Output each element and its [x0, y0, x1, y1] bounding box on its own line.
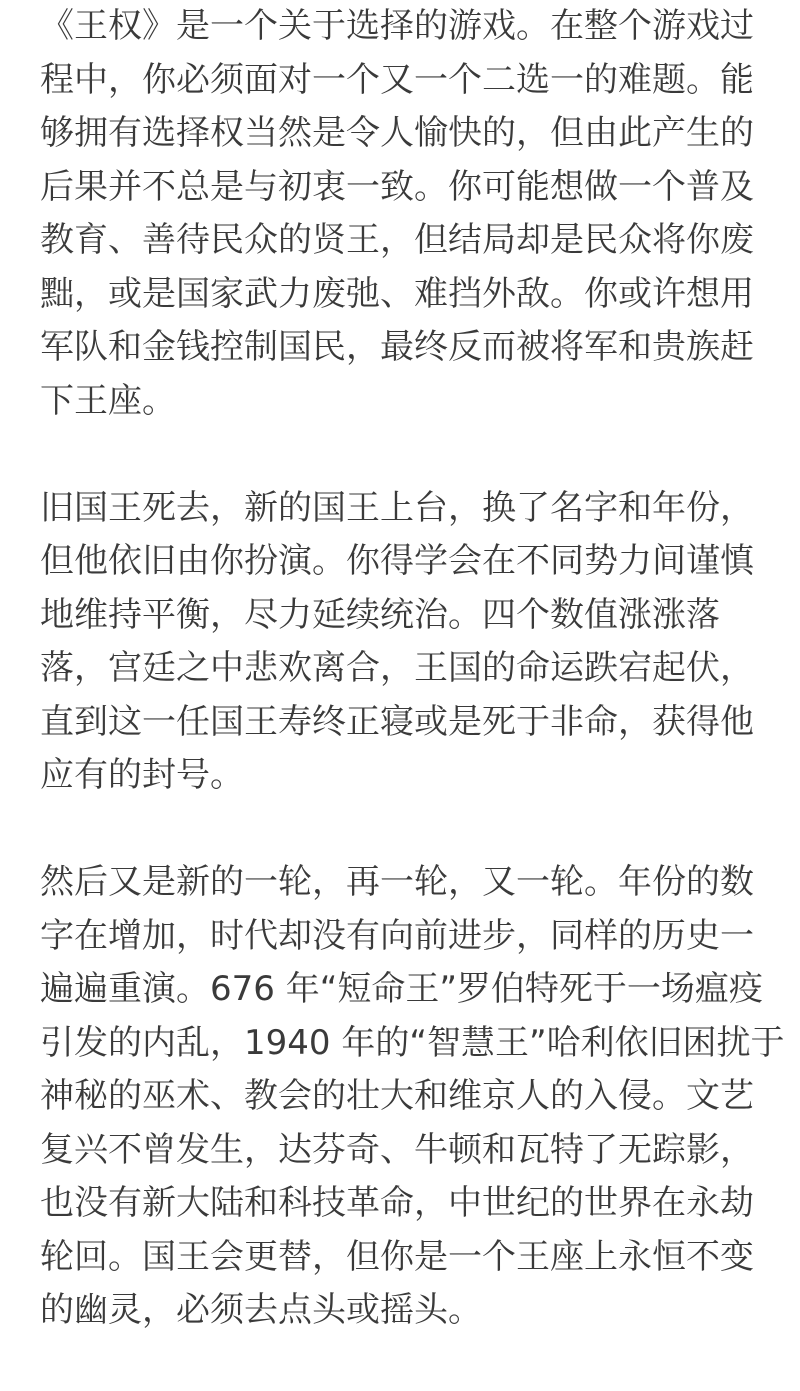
paragraph-1	[40, 0, 760, 428]
text-line: 军队和金钱控制国民，最终反而被将军和贵族赶	[40, 327, 754, 367]
text-line: 后果并不总是与初衷一致。你可能想做一个普及	[40, 166, 754, 207]
text-line: 教育、善待民众的贤王，但结局却是民众将你废	[40, 220, 754, 260]
text-line: 黜，或是国家武力废弛、难挡外敌。你或许想用	[40, 273, 754, 314]
text-line: 落，宫廷之中悲欢离合，王国的命运跌宕起伏，	[40, 648, 754, 688]
text-line: 下王座。	[40, 380, 176, 421]
text-line: 应有的封号。	[40, 755, 244, 795]
paragraph-2	[40, 482, 760, 803]
text-line: 遍遍重演。676 年“短命王”罗伯特死于一场瘟疫	[40, 969, 763, 1009]
text-line: 够拥有选择权当然是令人愉快的，但由此产生的	[40, 113, 754, 153]
paragraph-3	[40, 856, 785, 1338]
text-line: 《王权》是一个关于选择的游戏。在整个游戏过	[40, 6, 754, 46]
text-line: 的幽灵，必须去点头或摇头。	[40, 1290, 482, 1330]
text-line: 也没有新大陆和科技革命，中世纪的世界在永劫	[40, 1183, 754, 1223]
text-line: 然后又是新的一轮，再一轮，又一轮。年份的数	[40, 862, 754, 902]
text-line: 轮回。国王会更替，但你是一个王座上永恒不变	[40, 1236, 754, 1277]
article-body	[40, 0, 785, 1391]
text-line: 神秘的巫术、教会的壮大和维京人的入侵。文艺	[40, 1076, 754, 1116]
text-line: 字在增加，时代却没有向前进步，同样的历史一	[40, 915, 754, 956]
text-line: 地维持平衡，尽力延续统治。四个数值涨涨落	[40, 594, 720, 635]
text-line: 引发的内乱，1940 年的“智慧王”哈利依旧困扰于	[40, 1022, 785, 1063]
text-line: 旧国王死去，新的国王上台，换了名字和年份，	[40, 487, 754, 528]
text-line: 直到这一任国王寿终正寝或是死于非命，获得他	[40, 701, 754, 742]
text-line: 复兴不曾发生，达芬奇、牛顿和瓦特了无踪影，	[40, 1129, 754, 1170]
text-line: 程中，你必须面对一个又一个二选一的难题。能	[40, 59, 754, 100]
text-line: 但他依旧由你扮演。你得学会在不同势力间谨慎	[40, 541, 754, 581]
